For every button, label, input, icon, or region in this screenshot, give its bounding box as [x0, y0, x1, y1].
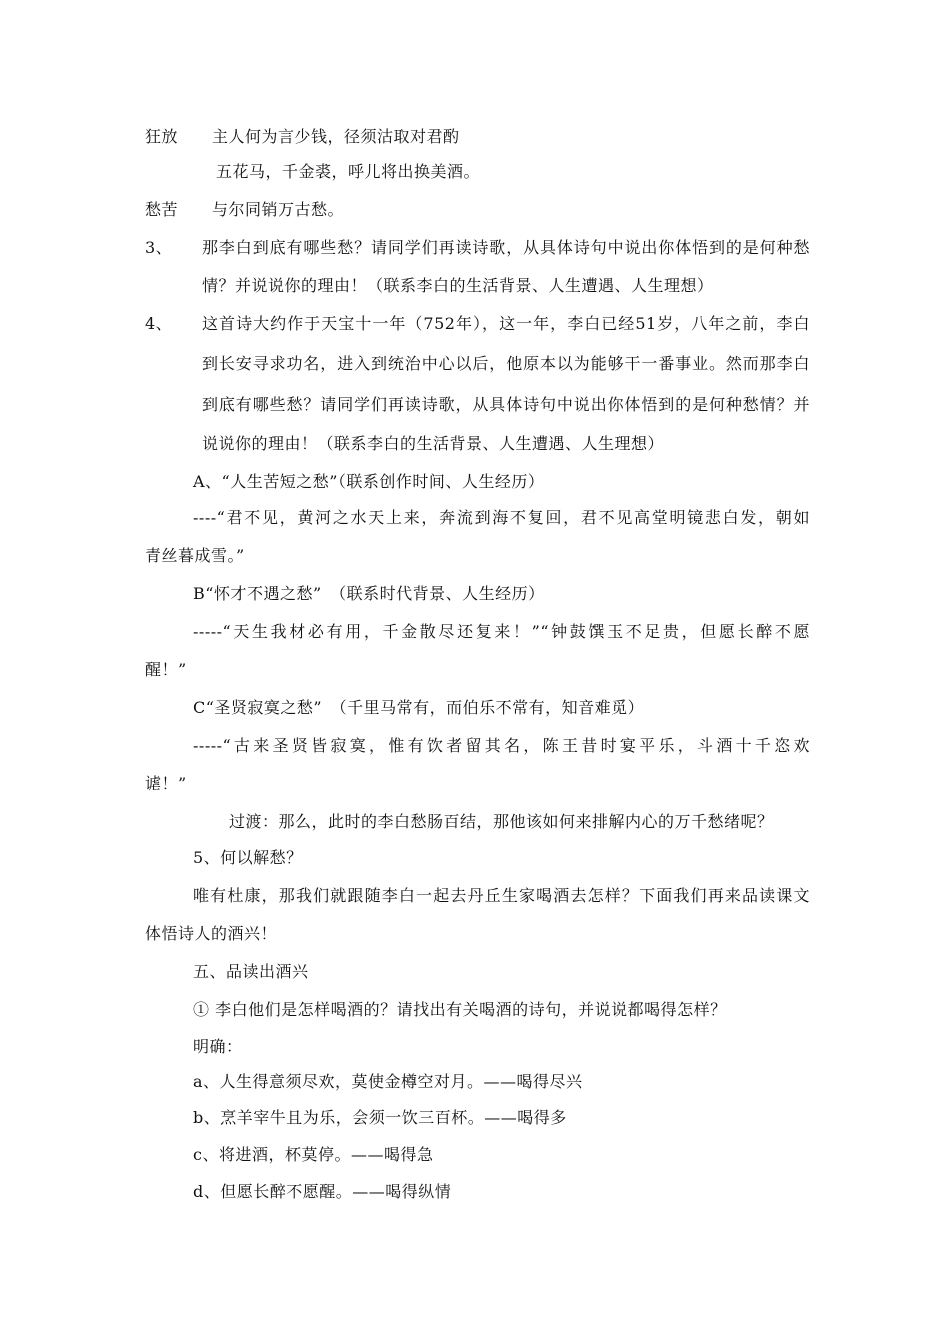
label-kuangfang: 狂放: [145, 127, 179, 146]
text-line: 那李白到底有哪些愁？请同学们再读诗歌，从具体诗句中说出你体悟到的是何种愁: [202, 238, 810, 257]
list-item: d、但愿长醉不愿醒。——喝得纵情: [193, 1182, 452, 1201]
list-item: c、将进酒，杯莫停。——喝得急: [193, 1145, 434, 1164]
text-line: 唯有杜康，那我们就跟随李白一起去丹丘生家喝酒去怎样？下面我们再来品读课文: [193, 886, 810, 905]
text-line: ----“君不见，黄河之水天上来，奔流到海不复回，君不见高堂明镜悲白发，朝如: [193, 508, 810, 527]
transition-text: 过渡：那么，此时的李白愁肠百结，那他该如何来排解内心的万千愁绪呢？: [229, 812, 774, 831]
label-chouku: 愁苦: [145, 200, 179, 219]
text-line: -----“古来圣贤皆寂寞，惟有饮者留其名，陈王昔时宴平乐，斗酒十千恣欢: [193, 736, 810, 755]
sorrow-c-heading: C“圣贤寂寞之愁” （千里马常有，而伯乐不常有，知音难觅）: [193, 698, 645, 717]
text-line: 到底有哪些愁？请同学们再读诗歌，从具体诗句中说出你体悟到的是何种愁情？并: [202, 395, 810, 414]
text-line: 体悟诗人的酒兴！: [145, 924, 278, 943]
text-line: 青丝暮成雪。”: [145, 546, 245, 565]
sorrow-a-heading: A、“人生苦短之愁”（联系创作时间、人生经历）: [193, 472, 545, 491]
text-line: ① 李白他们是怎样喝酒的？请找出有关喝酒的诗句，并说说都喝得怎样？: [193, 1000, 727, 1019]
text-line: 说说你的理由！（联系李白的生活背景、人生遭遇、人生理想）: [202, 434, 665, 453]
list-item: a、人生得意须尽欢，莫使金樽空对月。——喝得尽兴: [193, 1072, 583, 1091]
question-5-heading: 5、何以解愁？: [193, 848, 303, 867]
text-line: 谑！”: [145, 774, 187, 793]
question-number-4: 4、: [145, 314, 173, 333]
list-item: b、烹羊宰牛且为乐，会须一饮三百杯。——喝得多: [193, 1108, 567, 1127]
text-line: 这首诗大约作于天宝十一年（752年），这一年，李白已经51岁，八年之前，李白: [202, 314, 810, 333]
text-line: 五花马，千金裘，呼儿将出换美酒。: [216, 162, 481, 181]
text-line: 与尔同销万古愁。: [212, 200, 345, 219]
text-line: 情？并说说你的理由！（联系李白的生活背景、人生遭遇、人生理想）: [202, 276, 714, 295]
text-line: 醒！”: [145, 660, 187, 679]
question-number-3: 3、: [145, 238, 173, 257]
sorrow-b-heading: B“怀才不遇之愁” （联系时代背景、人生经历）: [193, 584, 545, 603]
section-5-heading: 五、品读出酒兴: [193, 962, 309, 981]
text-line: -----“天生我材必有用，千金散尽还复来！”“钟鼓馔玉不足贵，但愿长醉不愿: [193, 622, 810, 641]
text-line: 主人何为言少钱，径须沽取对君酌: [212, 127, 460, 146]
text-line: 明确：: [193, 1037, 243, 1056]
text-line: 到长安寻求功名，进入到统治中心以后，他原本以为能够干一番事业。然而那李白: [202, 354, 810, 373]
